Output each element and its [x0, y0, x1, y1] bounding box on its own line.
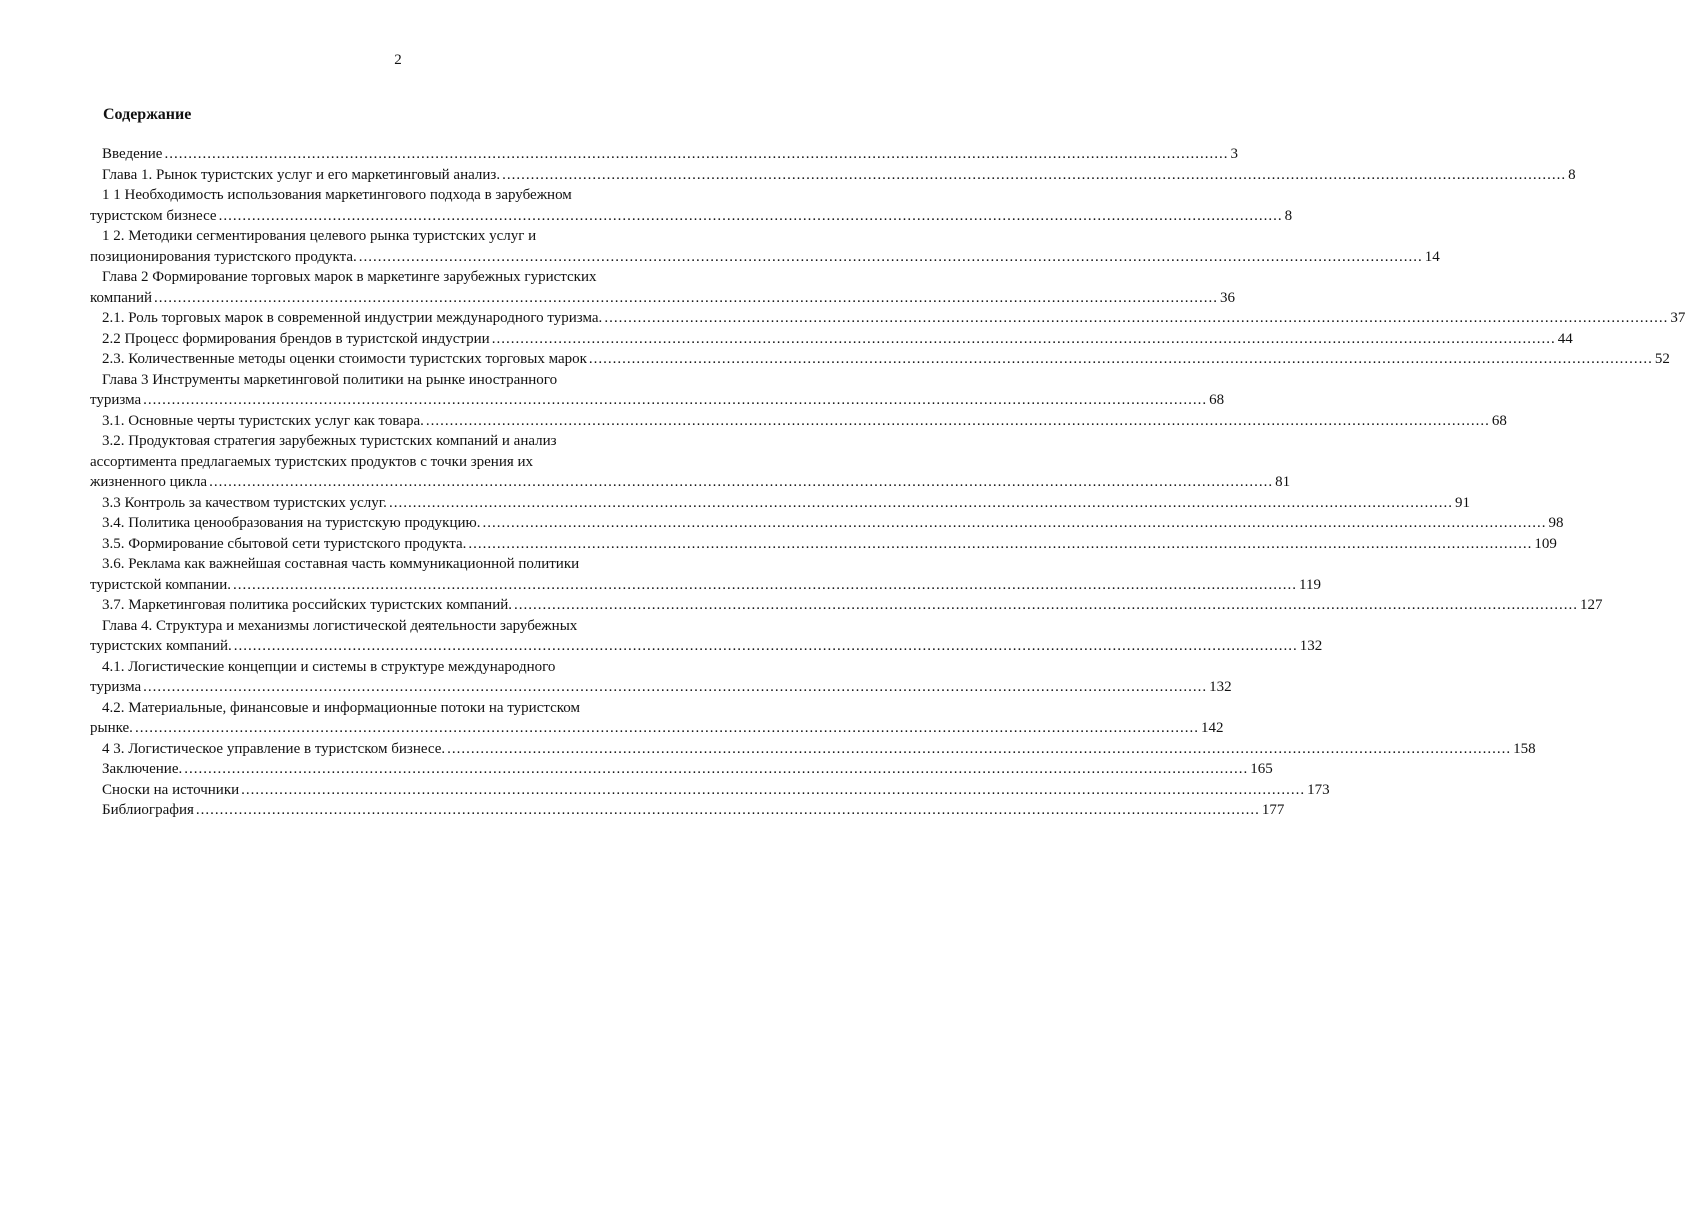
dot-leader	[482, 513, 1546, 534]
toc-entry-text: 3.7. Маркетинговая политика российских туристских компаний.	[102, 597, 513, 613]
toc-entry-text: туризма	[90, 679, 142, 695]
toc-entry	[90, 411, 1507, 432]
toc-entry-text: 3.4. Политика ценообразования на туристскую продукцию.	[102, 515, 481, 531]
toc-entry-text: 2.3. Количественные методы оценки стоимости туристских торговых марок	[102, 351, 587, 367]
dot-leader	[389, 493, 1453, 514]
toc-entry-text: 4.2. Материальные, финансовые и информационные потоки на туристском	[102, 699, 580, 716]
toc-entry	[90, 657, 1232, 698]
toc-entry-text: 3.6. Реклама как важнейшая составная часть коммуникационной политики	[102, 556, 580, 572]
toc-page-number: 142	[1200, 720, 1224, 736]
toc-entry-text: 4.1. Логистические концепции и системы в структуре международного	[102, 658, 556, 675]
toc-title: Содержание	[103, 106, 192, 123]
toc-entry	[90, 267, 1235, 308]
toc-page-number: 36	[1220, 289, 1235, 306]
dot-leader	[209, 472, 1273, 493]
toc-entry	[90, 493, 1470, 514]
toc-entry	[90, 349, 1670, 370]
toc-entry	[90, 329, 1573, 350]
toc-entry-text: Сноски на источники	[102, 781, 240, 798]
dot-leader	[135, 718, 1199, 739]
dot-leader	[219, 206, 1283, 227]
toc-page-number: 91	[1454, 494, 1470, 511]
toc-entry-text: туристском бизнесе	[90, 207, 217, 224]
toc-page-number: 98	[1548, 515, 1564, 531]
dot-leader	[447, 739, 1511, 760]
dot-leader	[468, 534, 1532, 555]
toc-page-number: 68	[1491, 412, 1507, 429]
toc-entry-text: 3.2. Продуктовая стратегия зарубежных туристских компаний и анализ	[102, 433, 557, 449]
toc-entry-text: Глава 2 Формирование торговых марок в маркетинге зарубежных гуристских	[102, 269, 597, 285]
dot-leader	[589, 349, 1653, 370]
toc-page-number: 158	[1513, 740, 1536, 757]
toc-page-number: 14	[1424, 248, 1440, 265]
toc-entry	[90, 759, 1273, 780]
toc-entry-text: 4 3. Логистическое управление в туристском бизнесе.	[102, 740, 446, 757]
toc-entry-text: 2.1. Роль торговых марок в современной индустрии международного туризма.	[102, 310, 603, 326]
toc-entry	[90, 165, 1576, 186]
toc-page-number: 52	[1654, 351, 1670, 367]
toc-entry-text: 3.5. Формирование сбытовой сети туристского продукта.	[102, 535, 467, 552]
toc-entry-text: 3.1. Основные черты туристских услуг как товара.	[102, 412, 424, 429]
toc-entry-text: 2.2 Процесс формирования брендов в туристской индустрии	[102, 330, 490, 347]
toc-page-number: 119	[1299, 576, 1321, 593]
dot-leader	[241, 780, 1305, 801]
toc-entry	[90, 554, 1321, 595]
toc-entry	[90, 616, 1323, 657]
toc-entry-text: Введение	[102, 146, 163, 162]
toc-page-number: 177	[1261, 802, 1285, 818]
toc-page-number: 132	[1209, 679, 1232, 695]
dot-leader	[502, 165, 1566, 186]
toc-page-number: 81	[1275, 474, 1291, 490]
toc-entry-text: позиционирования туристского продукта.	[90, 248, 357, 265]
toc-page-number: 132	[1299, 638, 1323, 654]
dot-leader	[164, 144, 1228, 165]
toc-entry-text: компаний	[90, 289, 152, 306]
toc-entry	[90, 308, 1685, 329]
toc-entry-text: туристской компании.	[90, 576, 231, 593]
toc-entry-text: туристских компаний.	[90, 638, 232, 654]
toc-entry	[90, 185, 1293, 226]
toc-entry-text: Глава 3 Инструменты маркетинговой политики на рынке иностранного	[102, 371, 558, 388]
toc-entry	[90, 226, 1440, 267]
toc-page-number: 8	[1568, 166, 1576, 183]
dot-leader	[514, 595, 1578, 616]
dot-leader	[154, 288, 1218, 309]
toc-entry-text: Заключение.	[102, 761, 183, 777]
toc-entry	[90, 595, 1603, 616]
dot-leader	[604, 308, 1668, 329]
dot-leader	[143, 677, 1207, 698]
toc-page-number: 3	[1230, 146, 1238, 162]
toc-entry	[90, 370, 1225, 411]
dot-leader	[234, 636, 1298, 657]
toc-entry-text: рынке.	[90, 720, 133, 736]
toc-page-number: 68	[1209, 392, 1225, 408]
dot-leader	[143, 390, 1207, 411]
toc-page-number: 37	[1670, 310, 1685, 326]
toc-entry-text: 1 1 Необходимость использования маркетингового подхода в зарубежном	[102, 187, 572, 203]
toc-page-number: 127	[1580, 597, 1603, 613]
toc-entry-text: Библиография	[102, 802, 194, 818]
toc-page-number: 173	[1307, 781, 1330, 798]
page-number: 2	[394, 52, 402, 68]
toc-entry	[90, 431, 1291, 493]
toc-entry-text: туризма	[90, 392, 142, 408]
dot-leader	[426, 411, 1490, 432]
toc-entry	[90, 780, 1330, 801]
dot-leader	[196, 800, 1260, 821]
toc-entry-text: жизненного цикла	[90, 474, 208, 490]
toc-entry	[90, 698, 1224, 739]
toc-page-number: 165	[1250, 761, 1273, 777]
table-of-contents	[90, 144, 1685, 821]
toc-page-number: 109	[1534, 535, 1557, 552]
toc-entry	[90, 513, 1564, 534]
toc-entry	[90, 739, 1536, 760]
toc-page-number: 8	[1284, 207, 1293, 224]
dot-leader	[359, 247, 1423, 268]
toc-entry-text: Глава 1. Рынок туристских услуг и его маркетинговый анализ.	[102, 166, 501, 183]
toc-entry-text: 1 2. Методики сегментирования целевого рынка туристских услуг и	[102, 228, 537, 244]
dot-leader	[492, 329, 1556, 350]
dot-leader	[233, 575, 1297, 596]
toc-entry	[90, 534, 1557, 555]
toc-entry	[90, 144, 1238, 165]
toc-entry-text: ассортимента предлагаемых туристских продуктов с точки зрения их	[90, 453, 534, 470]
toc-page-number: 44	[1557, 330, 1573, 347]
dot-leader	[184, 759, 1248, 780]
toc-entry-text: 3.3 Контроль за качеством туристских услуг.	[102, 494, 387, 511]
toc-entry-text: Глава 4. Структура и механизмы логистической деятельности зарубежных	[102, 617, 578, 634]
toc-entry	[90, 800, 1285, 821]
